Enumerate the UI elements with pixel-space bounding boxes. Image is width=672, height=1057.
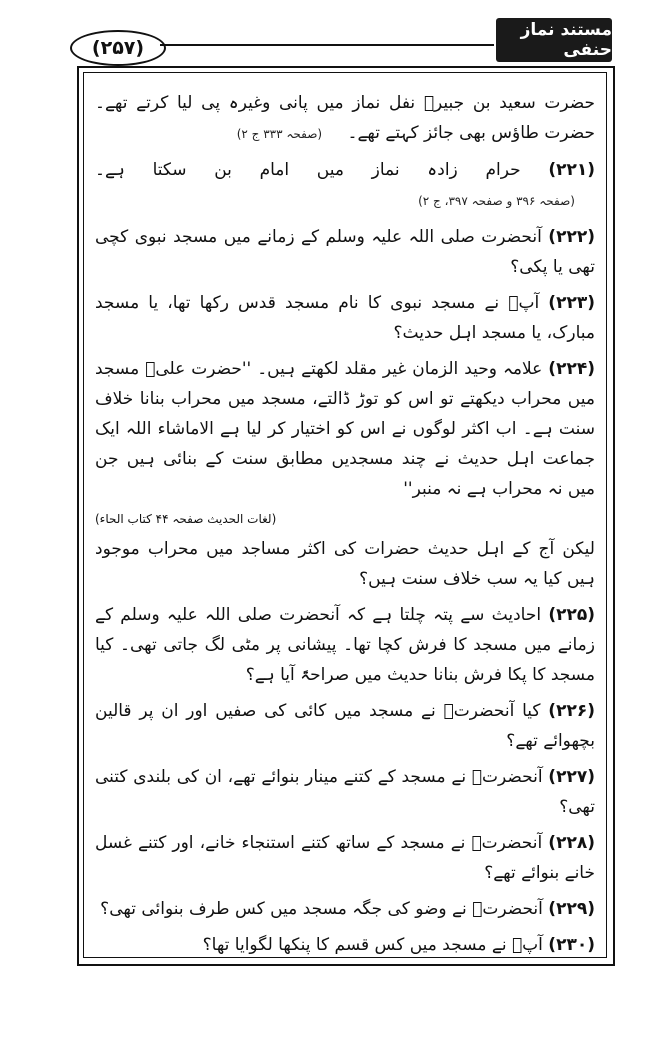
question-text: آپؐ نے مسجد نبوی کا نام مسجد قدس رکھا تھا، یا مسجد مبارک، یا مسجد اہل حدیث؟ <box>95 293 595 343</box>
question-text: آنحضرتؐ نے مسجد کے ساتھ کتنے استنجاء خانے، اور کتنے غسل خانے بنوائے تھے؟ <box>95 833 595 883</box>
header-rule <box>160 44 494 46</box>
question-text: احادیث سے پتہ چلتا ہے کہ آنحضرت صلی اللہ علیہ وسلم کے زمانے میں مسجد کا فرش کچا تھا۔ پیشانی پر مٹی لگ جاتی تھی۔ کیا مسجد کا پکا فرش بنانا حدیث میں صراحۃً آیا ہے؟ <box>95 605 595 685</box>
question-text: آنحضرتؐ نے وضو کی جگہ مسجد میں کس طرف بنوائی تھی؟ <box>100 899 543 919</box>
question-text: آپؐ نے مسجد میں کس قسم کا پنکھا لگوایا تھا؟ <box>202 935 543 955</box>
question-number: (۲۲۳) <box>548 293 595 313</box>
question-number: (۲۲۷) <box>548 767 595 787</box>
question-number: (۲۲۱) <box>548 160 596 180</box>
question-number: (۲۲۹) <box>548 899 595 919</box>
page-body <box>95 88 595 966</box>
question-number: (۲۲۲) <box>548 227 595 247</box>
reference-note: (صفحہ ۳۳۳ ج ۲) <box>236 127 323 141</box>
question-227 <box>95 762 595 822</box>
question-text: کیا آنحضرتؐ نے مسجد میں کائی کی صفیں اور ان پر قالین بچھوائے تھے؟ <box>95 701 595 751</box>
question-223 <box>95 288 595 348</box>
question-number: (۲۲۵) <box>548 605 596 625</box>
question-229 <box>95 894 595 924</box>
question-228 <box>95 828 595 888</box>
question-text: آنحضرت صلی اللہ علیہ وسلم کے زمانے میں مسجد نبوی کچی تھی یا پکی؟ <box>95 227 595 277</box>
question-number: (۲۳۰) <box>548 935 595 955</box>
book-title: مستند نماز حنفی <box>496 18 612 62</box>
question-224 <box>95 354 595 504</box>
question-224-followup: لیکن آج کے اہل حدیث حضرات کی اکثر مساجد میں محراب موجود ہیں کیا یہ سب خلاف سنت ہیں؟ <box>95 539 595 589</box>
question-text: علامہ وحید الزمان غیر مقلد لکھتے ہیں۔ ''حضرت علیؓ مسجد میں محراب دیکھتے تو اس کو توڑ ڈالتے، مسجد میں محراب بنانا خلاف سنت ہے۔ اب اکثر لوگوں نے اس کو اختیار کر لیا ہے الاماشاء اللہ ایک جماعت اہل حدیث نے چند مسجدیں مطابق سنت کے بنائی ہیں جن میں نہ محراب ہے نہ منبر'' <box>95 359 595 499</box>
paragraph-text: حضرت سعید بن جبیرؒ نفل نماز میں پانی وغیرہ پی لیا کرتے تھے۔ حضرت طاؤس بھی جائز کہتے تھے۔ <box>95 93 595 143</box>
question-225 <box>95 600 595 690</box>
question-222 <box>95 222 595 282</box>
page-number: (۲۵۷) <box>70 30 166 66</box>
question-number: (۲۲۴) <box>548 359 595 379</box>
reference-note: (لغات الحدیث صفحہ ۴۴ کتاب الحاء) <box>95 512 277 526</box>
question-text: آنحضرتؐ نے مسجد کے کتنے مینار بنوائے تھے، ان کی بلندی کتنی تھی؟ <box>95 767 595 817</box>
reference-note: (صفحہ ۳۹۶ و صفحہ ۳۹۷، ج ۲) <box>418 194 575 208</box>
question-text: حرام زادہ نماز میں امام بن سکتا ہے۔ <box>95 160 521 180</box>
question-number: (۲۲۸) <box>548 833 595 853</box>
question-221 <box>95 155 595 216</box>
question-number: (۲۲۶) <box>548 701 595 721</box>
paragraph-intro <box>95 88 595 149</box>
question-226 <box>95 696 595 756</box>
question-230 <box>95 930 595 960</box>
